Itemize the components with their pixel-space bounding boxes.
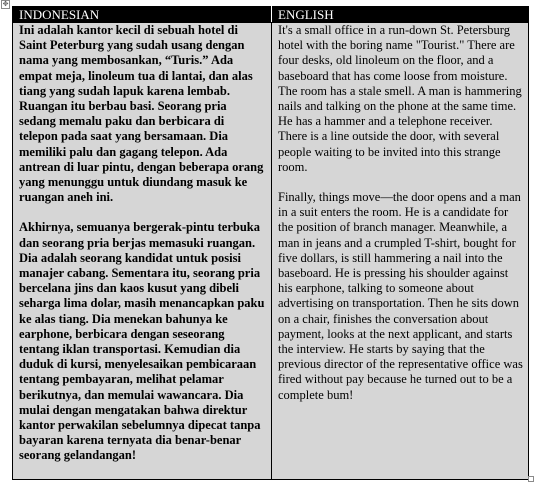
english-paragraph-1: It's a small office in a run-down St. Petersburg hotel with the boring name "Tourist." There are four desks, old linoleum on the floor, and a baseboard that has come loose from moisture. The room has a stale smell. A man is hammering nails and talking on the phone at the same time. He has a hammer and a telephone receiver. There is a line outside the door, with several people waiting to be invited into this strange room.	[278, 23, 522, 174]
indonesian-paragraph-1: Ini adalah kantor kecil di sebuah hotel di Saint Peterburg yang sudah usang dengan nama yang membosankan, “Turis.” Ada empat meja, linoleum tua di lantai, dan alas tiang yang sudah lapuk karena lembab. Ruangan itu berbau basi. Seorang pria sedang memalu paku dan berbicara di telepon pada saat yang bersamaan. Dia memiliki palu dan gagang telepon. Ada antrean di luar pintu, dengan beberapa orang yang menunggu untuk diundang masuk ke ruangan aneh ini.	[19, 23, 264, 205]
indonesian-cell[interactable]	[13, 23, 272, 480]
english-cell[interactable]	[272, 23, 529, 480]
table-resize-handle-icon[interactable]	[528, 476, 534, 482]
header-english: ENGLISH	[272, 7, 529, 23]
indonesian-paragraph-2: Akhirnya, semuanya bergerak-pintu terbuka dan seorang pria berjas memasuki ruangan. Dia adalah seorang kandidat untuk posisi manajer cabang. Sementara itu, seorang pria bercelana jins dan kaos kusut yang dibeli seharga lima dolar, masih menancapkan paku ke alas tiang. Dia menekan bahunya ke earphone, berbicara dengan seseorang tentang iklan transportasi. Kemudian dia duduk di kursi, menyelesaikan pembicaraan tentang pembayaran, melihat pelamar berikutnya, dan memulai wawancara. Dia mulai dengan mengatakan bahwa direktur kantor perwakilan sebelumnya dipecat tanpa bayaran karena ternyata dia benar-benar seorang gelandangan!	[19, 220, 265, 463]
translation-table	[12, 6, 529, 480]
table-move-handle-icon[interactable]: ✥	[2, 0, 9, 8]
english-paragraph-2: Finally, things move—the door opens and a man in a suit enters the room. He is a candidate for the position of branch manager. Meanwhile, a man in jeans and a crumpled T-shirt, bought for five dollars, is still hammering a nail into the baseboard. He is pressing his shoulder against his earphone, talking to someone about advertising on transportation. Then he sits down on a chair, finishes the conversation about payment, looks at the next applicant, and starts the interview. He starts by saying that the previous director of the representative office was fired without pay because he turned out to be a complete bum!	[278, 190, 523, 402]
table-header-row	[13, 7, 529, 23]
table-row	[13, 23, 529, 480]
header-indonesian: INDONESIAN	[13, 7, 272, 23]
